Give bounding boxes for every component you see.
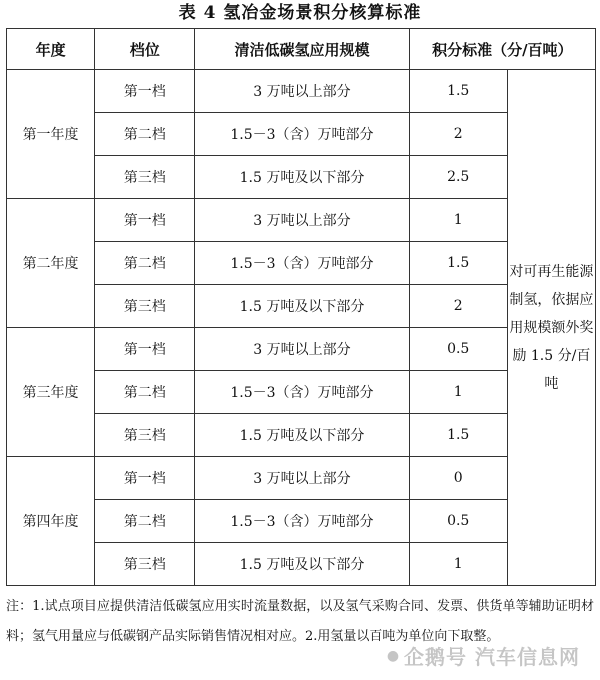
tier-cell: 第三档 (95, 414, 195, 457)
tier-cell: 第三档 (95, 156, 195, 199)
scale-cell: 1.5 万吨及以下部分 (195, 156, 409, 199)
tier-cell: 第二档 (95, 113, 195, 156)
scale-cell: 1.5 万吨及以下部分 (195, 543, 409, 586)
year-cell: 第四年度 (7, 457, 95, 586)
table-row (7, 70, 596, 113)
table-row (7, 156, 596, 199)
header-tier: 档位 (95, 29, 195, 70)
scale-cell: 3 万吨以上部分 (195, 328, 409, 371)
year-cell: 第二年度 (7, 199, 95, 328)
scale-cell: 1.5 万吨及以下部分 (195, 285, 409, 328)
score-cell: 2 (409, 113, 507, 156)
scale-cell: 3 万吨以上部分 (195, 457, 409, 500)
table-row (7, 371, 596, 414)
scale-cell: 1.5－3（含）万吨部分 (195, 500, 409, 543)
score-cell: 2.5 (409, 156, 507, 199)
scale-cell: 1.5－3（含）万吨部分 (195, 242, 409, 285)
bonus-note-cell: 对可再生能源制氢，依据应用规模额外奖励 1.5 分/百吨 (507, 70, 595, 586)
tier-cell: 第一档 (95, 328, 195, 371)
score-cell: 0.5 (409, 500, 507, 543)
tier-cell: 第一档 (95, 457, 195, 500)
footnote: 注：1.试点项目应提供清洁低碳氢应用实时流量数据，以及氢气采购合同、发票、供货单等辅助证明材料；氢气用量应与低碳钢产品实际销售情况相对应。2.用氢量以百吨为单位向下取整。 (6, 599, 594, 644)
watermark (387, 641, 580, 670)
score-cell: 1 (409, 371, 507, 414)
scale-cell: 1.5－3（含）万吨部分 (195, 113, 409, 156)
table-row (7, 457, 596, 500)
score-cell: 1 (409, 543, 507, 586)
table-row (7, 500, 596, 543)
table-title: 表 4 氢冶金场景积分核算标准 (178, 3, 422, 23)
table-row (7, 328, 596, 371)
year-cell: 第一年度 (7, 70, 95, 199)
score-cell: 1.5 (409, 242, 507, 285)
score-table (6, 28, 596, 586)
scale-cell: 1.5－3（含）万吨部分 (195, 371, 409, 414)
score-cell: 0.5 (409, 328, 507, 371)
tier-cell: 第一档 (95, 70, 195, 113)
table-row (7, 242, 596, 285)
tier-cell: 第二档 (95, 242, 195, 285)
score-cell: 1.5 (409, 70, 507, 113)
tier-cell: 第一档 (95, 199, 195, 242)
table-row (7, 414, 596, 457)
year-cell: 第三年度 (7, 328, 95, 457)
score-cell: 0 (409, 457, 507, 500)
tier-cell: 第二档 (95, 500, 195, 543)
watermark-text: 企鹅号 汽车信息网 (404, 645, 580, 669)
tier-cell: 第三档 (95, 285, 195, 328)
score-cell: 1 (409, 199, 507, 242)
header-score: 积分标准（分/百吨） (409, 29, 595, 70)
scale-cell: 1.5 万吨及以下部分 (195, 414, 409, 457)
table-header-row (7, 29, 596, 70)
header-year: 年度 (7, 29, 95, 70)
table-row (7, 285, 596, 328)
table-row (7, 543, 596, 586)
table-row (7, 113, 596, 156)
tier-cell: 第二档 (95, 371, 195, 414)
score-cell: 1.5 (409, 414, 507, 457)
table-row (7, 199, 596, 242)
penguin-icon: ● (386, 647, 401, 664)
scale-cell: 3 万吨以上部分 (195, 199, 409, 242)
tier-cell: 第三档 (95, 543, 195, 586)
scale-cell: 3 万吨以上部分 (195, 70, 409, 113)
table-body (7, 70, 596, 586)
header-scale: 清洁低碳氢应用规模 (195, 29, 409, 70)
score-cell: 2 (409, 285, 507, 328)
